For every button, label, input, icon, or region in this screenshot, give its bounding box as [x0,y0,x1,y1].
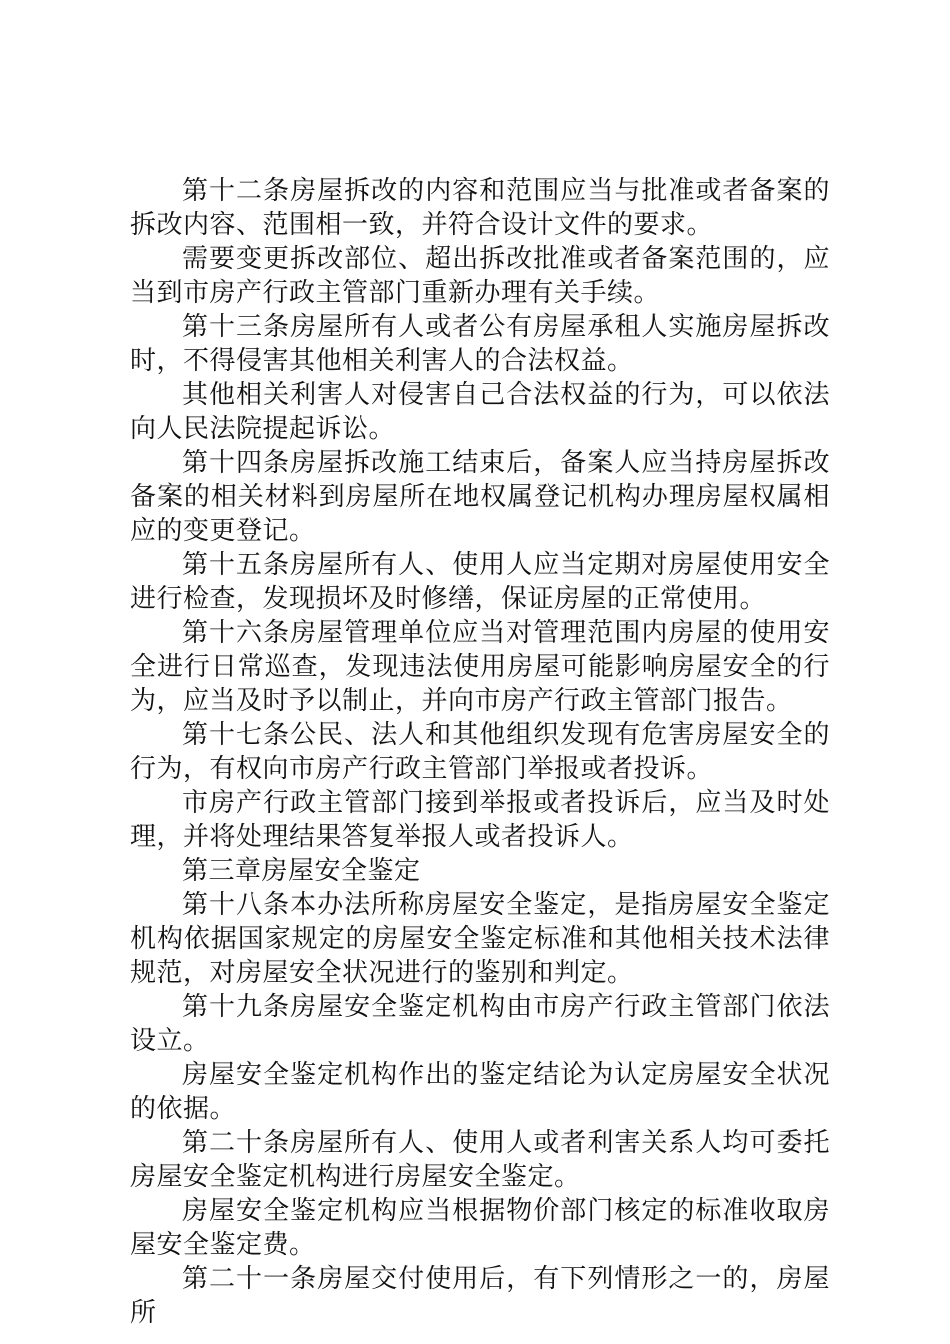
chapter-heading: 第三章房屋安全鉴定 [182,856,421,886]
paragraph-article-12-change: 需要变更拆改部位、超出拆改批准或者备案范围的，应当到市房产行政主管部门重新办理有关手续。 [130,244,830,308]
paragraph-article-19-conclusion: 房屋安全鉴定机构作出的鉴定结论为认定房屋安全状况的依据。 [130,1060,830,1124]
paragraph-article-15: 第十五条房屋所有人、使用人应当定期对房屋使用安全进行检查，发现损坏及时修缮，保证房屋的正常使用。 [130,550,830,614]
paragraph-article-13-lawsuit: 其他相关利害人对侵害自己合法权益的行为，可以依法向人民法院提起诉讼。 [130,380,830,444]
paragraph-article-19: 第十九条房屋安全鉴定机构由市房产行政主管部门依法设立。 [130,992,830,1056]
document-body [130,174,830,1330]
paragraph-article-13: 第十三条房屋所有人或者公有房屋承租人实施房屋拆改时，不得侵害其他相关利害人的合法权益。 [130,312,830,376]
paragraph-article-18: 第十八条本办法所称房屋安全鉴定，是指房屋安全鉴定机构依据国家规定的房屋安全鉴定标准和其他相关技术法律规范，对房屋安全状况进行的鉴别和判定。 [130,890,830,988]
paragraph-article-20-fee: 房屋安全鉴定机构应当根据物价部门核定的标准收取房屋安全鉴定费。 [130,1196,830,1260]
paragraph-article-21: 第二十一条房屋交付使用后，有下列情形之一的，房屋所 [130,1264,830,1328]
paragraph-article-17-handling: 市房产行政主管部门接到举报或者投诉后，应当及时处理，并将处理结果答复举报人或者投诉人。 [130,788,830,852]
paragraph-article-17: 第十七条公民、法人和其他组织发现有危害房屋安全的行为，有权向市房产行政主管部门举报或者投诉。 [130,720,830,784]
paragraph-article-14: 第十四条房屋拆改施工结束后，备案人应当持房屋拆改备案的相关材料到房屋所在地权属登记机构办理房屋权属相应的变更登记。 [130,448,830,546]
paragraph-article-16: 第十六条房屋管理单位应当对管理范围内房屋的使用安全进行日常巡查，发现违法使用房屋可能影响房屋安全的行为，应当及时予以制止，并向市房产行政主管部门报告。 [130,618,830,716]
paragraph-article-20: 第二十条房屋所有人、使用人或者利害关系人均可委托房屋安全鉴定机构进行房屋安全鉴定。 [130,1128,830,1192]
paragraph-article-12: 第十二条房屋拆改的内容和范围应当与批准或者备案的拆改内容、范围相一致，并符合设计文件的要求。 [130,176,830,240]
